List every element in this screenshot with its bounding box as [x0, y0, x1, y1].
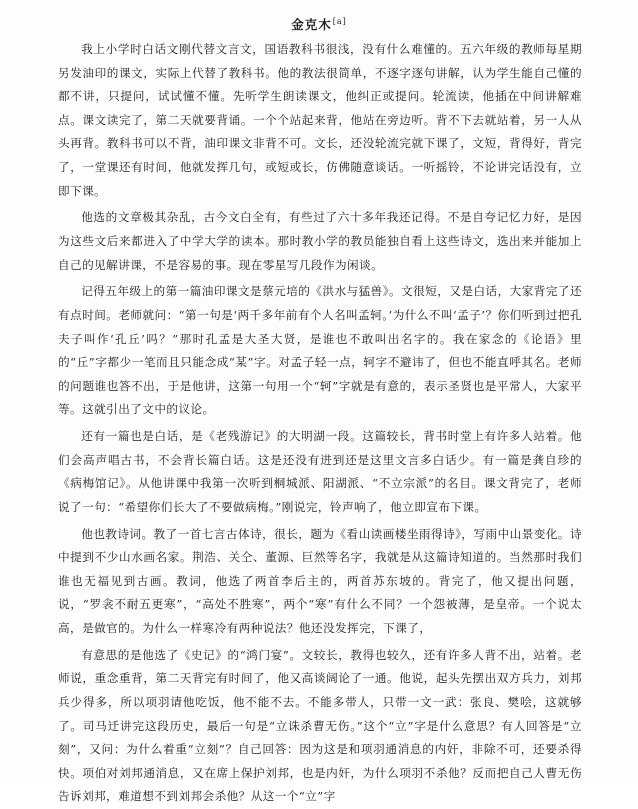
- paragraph: 还有一篇也是白话，是《老残游记》的大明湖一段。这篇较长，背书时堂上有许多人站着。他们会高声唱古书，不会背长篇白话。这是还没有进到还是这里文言多白话少。有一篇是龚自珍的《病梅馆记》。从他讲课中我第一次听到桐城派、阳湖派、“不立宗派”的名目。课文背完了，老师说了一句：“希望你们长大了不要做病梅。”刚说完，铃声响了，他立即宣布下课。: [58, 429, 582, 514]
- paragraph: 他也教诗词。教了一首七言古体诗，很长，题为《看山读画楼坐雨得诗》，写雨中山景变化。诗中提到不少山水画名家。荆浩、关仝、董源、巨然等名字，我就是从这篇诗知道的。当然那时我们谁也无福见到古画。教词，他选了两首李后主的，两首苏东坡的。背完了，他又提出问题，说，“罗衾不耐五更寒”，“高处不胜寒”，两个“寒”有什么不同？一个怨被薄，是皇帝。一个说太高，是做官的。为什么一样寒冷有两种说法？他还没发挥完，下课了，: [58, 526, 582, 635]
- title-footnote-marker: [a]: [332, 17, 347, 26]
- paragraph: 记得五年级上的第一篇油印课文是蔡元培的《洪水与猛兽》。文很短，又是白话，大家背完了还有点时间。老师就问：“第一句是‘两千多年前有个人名叫孟轲。’为什么不叫‘孟子’？你们听到过把孔夫子叫作‘孔丘’吗？”那时孔孟是大圣大贤，是谁也不敢叫出名字的。我在家念的《论语》里的“丘”字都少一笔而且只能念成“某”字。对孟子轻一点，轲字不避讳了，但也不能直呼其名。老师的问题谁也答不出，于是他讲，这第一句用一个“轲”字就是有意的，表示圣贤也是平常人，大家平等。这就引出了文中的议论。: [58, 284, 582, 417]
- document-body: [58, 38, 582, 804]
- paragraph: 有意思的是他选了《史记》的“鸿门宴”。文较长，教得也较久，还有许多人背不出，站着。老师说，重念重背，第二天背完有时间了，他又高谈阔论了一通。他说，起头先摆出双方兵力，刘邦兵少得多，所以项羽请他吃饭，他不能不去。不能多带人，只带一文一武：张良、樊哙，这就够了。司马迁讲完这段历史，最后一句是“立诛杀曹无伤。”这个“立”字是什么意思？有人回答是“立刻”，又问：为什么着重“立刻”？自己回答：因为这是和项羽通消息的内奸，非除不可，还要杀得快。项伯对刘邦通消息，又在席上保护刘邦，也是内奸，为什么项羽不杀他？反而把自己人曹无伤告诉刘邦，难道想不到刘邦会杀他？从这一个“立”字: [58, 647, 582, 804]
- document-title: [0, 14, 638, 33]
- paragraph: 他选的文章极其杂乱，古今文白全有，有些过了六十多年我还记得。不是自夸记忆力好，是因为这些文后来都进入了中学大学的读本。那时教小学的教员能独自看上这些诗文，选出来并能加上自己的见解讲课，不是容易的事。现在零星写几段作为闲谈。: [58, 210, 582, 272]
- paragraph: 我上小学时白话文刚代替文言文，国语教科书很浅，没有什么难懂的。五六年级的教师每星期另发油印的课文，实际上代替了教科书。他的教法很简单，不逐字逐句讲解，认为学生能自己懂的都不讲，只提问，试试懂不懂。先听学生朗读课文，他纠正或提问。轮流读，他插在中间讲解难点。课文读完了，第二天就要背诵。一个个站起来背，他站在旁边听。背不下去就站着，另一人从头再背。教科书可以不背，油印课文非背不可。文长，还没轮流完就下课了，文短，背得好，背完了，一堂课还有时间，他就发挥几句，或短或长，仿佛随意谈话。一听摇铃，不论讲完话没有，立即下课。: [58, 42, 582, 198]
- title-text: 金克木: [291, 17, 332, 33]
